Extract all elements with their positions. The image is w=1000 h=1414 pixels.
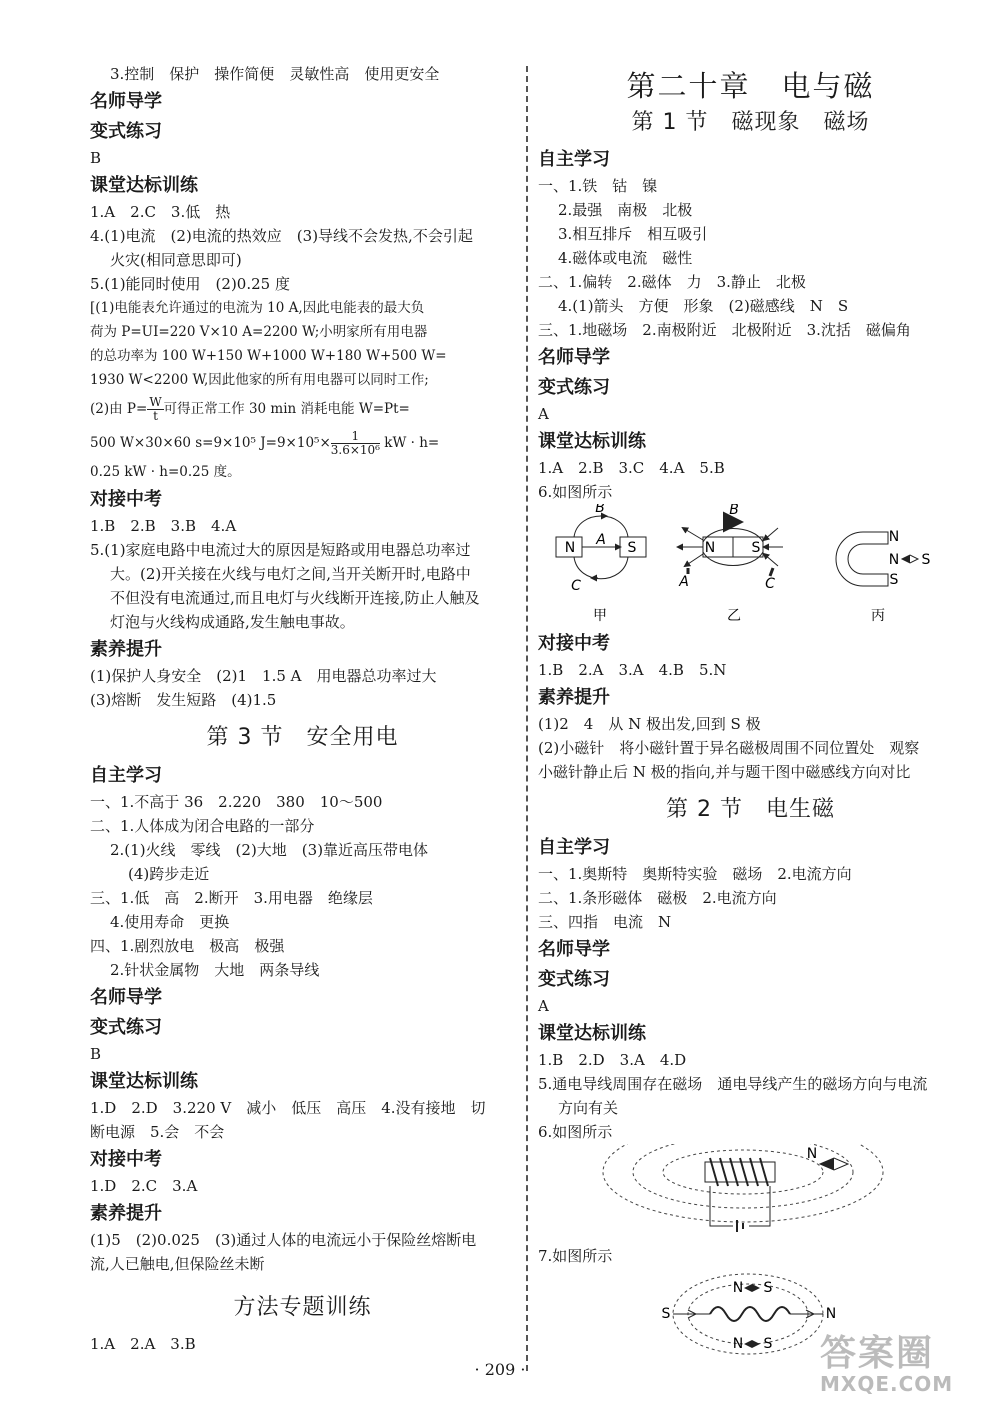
needle-label-s: S bbox=[763, 1336, 773, 1352]
answer-line: 一、1.不高于 36 2.220 380 10～500 bbox=[90, 793, 383, 811]
figure-bing bbox=[836, 529, 931, 624]
fraction-numerator: 1 bbox=[331, 430, 380, 444]
magnetic-field-figure bbox=[538, 504, 963, 628]
answer-line: 3.控制 保护 操作简便 灵敏性高 使用更安全 bbox=[110, 65, 440, 83]
explanation-line: 0.25 kW · h=0.25 度。 bbox=[90, 464, 241, 480]
answer-line: 2.针状金属物 大地 两条导线 bbox=[110, 961, 320, 979]
formula-text: (2)由 P= bbox=[90, 401, 148, 417]
answer-line: 1.A 2.A 3.B bbox=[90, 1335, 196, 1353]
chapter-title: 第二十章 电与磁 bbox=[626, 69, 875, 103]
answer-line: 6.如图所示 bbox=[538, 483, 613, 501]
answer-line: A bbox=[538, 997, 549, 1015]
pole-label-n: N bbox=[888, 529, 900, 545]
answer-line: 4.磁体或电流 磁性 bbox=[558, 249, 693, 267]
column-divider bbox=[526, 66, 528, 1371]
answer-line: 二、1.人体成为闭合电路的一部分 bbox=[90, 817, 315, 835]
needle-label-s: S bbox=[763, 1280, 773, 1296]
heading-zizhu: 自主学习 bbox=[538, 149, 610, 170]
heading-bianshi: 变式练习 bbox=[538, 969, 610, 990]
pole-label-s: S bbox=[627, 540, 637, 556]
answer-line: 1.B 2.D 3.A 4.D bbox=[538, 1051, 687, 1069]
answer-line: 二、1.条形磁体 磁极 2.电流方向 bbox=[538, 889, 777, 907]
answer-line: 火灾(相同意思即可) bbox=[110, 251, 242, 269]
answer-line: 1.A 2.B 3.C 4.A 5.B bbox=[538, 459, 725, 477]
formula-text: kW · h= bbox=[384, 435, 440, 451]
heading-mingshi: 名师导学 bbox=[538, 939, 610, 960]
answer-line: 方向有关 bbox=[558, 1099, 619, 1117]
needle-label-n: N bbox=[732, 1280, 744, 1296]
heading-bianshi: 变式练习 bbox=[538, 377, 610, 398]
answer-line: 4.(1)箭头 方便 形象 (2)磁感线 N S bbox=[558, 297, 849, 315]
answer-line: 断电源 5.会 不会 bbox=[90, 1123, 225, 1141]
formula-text: 500 W×30×60 s=9×10⁵ J=9×10⁵× bbox=[90, 435, 331, 451]
pole-label-n: N bbox=[704, 540, 716, 556]
answer-line: 1.A 2.C 3.低 热 bbox=[90, 203, 231, 221]
answer-line: 流,人已触电,但保险丝未断 bbox=[90, 1255, 265, 1273]
heading-ketang: 课堂达标训练 bbox=[90, 175, 198, 196]
answer-line: 三、1.低 高 2.断开 3.用电器 绝缘层 bbox=[90, 889, 373, 907]
heading-ketang: 课堂达标训练 bbox=[90, 1071, 198, 1092]
heading-bianshi: 变式练习 bbox=[90, 121, 162, 142]
pole-label-s: S bbox=[661, 1306, 671, 1322]
answer-line: 灯泡与火线构成通路,发生触电事故。 bbox=[110, 613, 355, 631]
needle-label-n: N bbox=[888, 552, 900, 568]
section-title: 第 1 节 磁现象 磁场 bbox=[631, 110, 870, 135]
explanation-line bbox=[90, 426, 515, 460]
answer-line: (2)小磁针 将小磁针置于异名磁极周围不同位置处 观察 bbox=[538, 739, 920, 757]
point-label: B bbox=[729, 504, 739, 518]
solenoid-figure bbox=[538, 1144, 963, 1244]
heading-zizhu: 自主学习 bbox=[538, 837, 610, 858]
figure-caption: 乙 bbox=[727, 608, 741, 624]
answer-line: A bbox=[538, 405, 549, 423]
answer-line: 不但没有电流通过,而且电灯与火线断开连接,防止人触及 bbox=[110, 589, 480, 607]
answer-line: (1)5 (2)0.025 (3)通过人体的电流远小于保险丝熔断电 bbox=[90, 1231, 477, 1249]
answer-line: 1.D 2.D 3.220 V 减小 低压 高压 4.没有接地 切 bbox=[90, 1099, 486, 1117]
circuit-wire bbox=[710, 1186, 770, 1226]
answer-line: 7.如图所示 bbox=[538, 1247, 613, 1265]
section-title: 第 3 节 安全用电 bbox=[206, 725, 399, 750]
answer-line: 3.相互排斥 相互吸引 bbox=[558, 225, 708, 243]
answer-line: 1.D 2.C 3.A bbox=[90, 1177, 198, 1195]
pole-label-n: N bbox=[825, 1306, 837, 1322]
heading-duijie: 对接中考 bbox=[90, 1149, 162, 1170]
watermark-url: MXQE.COM bbox=[820, 1372, 954, 1396]
solenoid-svg bbox=[538, 1144, 963, 1240]
answer-line: (1)2 4 从 N 极出发,回到 S 极 bbox=[538, 715, 761, 733]
answer-line: B bbox=[90, 1045, 102, 1063]
answer-line: 三、四指 电流 N bbox=[538, 913, 672, 931]
answer-line: (4)跨步走近 bbox=[128, 865, 210, 883]
point-label: A bbox=[679, 574, 689, 590]
figure-jia bbox=[556, 504, 646, 624]
heading-zizhu: 自主学习 bbox=[90, 765, 162, 786]
figure-yi bbox=[678, 504, 783, 624]
heading-duijie: 对接中考 bbox=[538, 633, 610, 654]
fraction-denominator: t bbox=[153, 409, 158, 423]
watermark bbox=[820, 1325, 953, 1396]
explanation-line: 的总功率为 100 W+150 W+1000 W+180 W+500 W= bbox=[90, 348, 447, 364]
magnetic-field-svg bbox=[538, 504, 963, 624]
heading-mingshi: 名师导学 bbox=[538, 347, 610, 368]
heading-bianshi: 变式练习 bbox=[90, 1017, 162, 1038]
answer-line: 一、1.铁 钴 镍 bbox=[538, 177, 658, 195]
answer-line: 2.(1)火线 零线 (2)大地 (3)靠近高压带电体 bbox=[110, 841, 429, 859]
answer-line: 5.(1)家庭电路中电流过大的原因是短路或用电器总功率过 bbox=[90, 541, 471, 559]
compass-needle-icon bbox=[744, 1284, 760, 1292]
explanation-line: [(1)电能表允许通过的电流为 10 A,因此电能表的最大负 bbox=[90, 300, 425, 316]
compass-needle-icon bbox=[744, 1340, 760, 1348]
fraction-denominator: 3.6×10⁶ bbox=[330, 443, 380, 457]
explanation-line: 1930 W<2200 W,因此他家的所有用电器可以同时工作; bbox=[90, 372, 429, 388]
point-label: B bbox=[595, 504, 605, 516]
figure-caption: 丙 bbox=[871, 608, 885, 624]
fraction-numerator: W bbox=[149, 395, 162, 409]
page-number: · 209 · bbox=[474, 1360, 526, 1379]
section-title: 方法专题训练 bbox=[233, 1295, 372, 1320]
needle-label-s: S bbox=[921, 552, 931, 568]
heading-mingshi: 名师导学 bbox=[90, 91, 162, 112]
answer-line: 4.使用寿命 更换 bbox=[110, 913, 230, 931]
fraction bbox=[331, 430, 380, 457]
heading-suyang: 素养提升 bbox=[90, 1203, 162, 1224]
answer-line: (3)熔断 发生短路 (4)1.5 bbox=[90, 691, 277, 709]
point-label: C bbox=[765, 576, 775, 592]
needle-label-n: N bbox=[806, 1146, 818, 1162]
answer-line: 2.最强 南极 北极 bbox=[558, 201, 693, 219]
section-title: 第 2 节 电生磁 bbox=[666, 797, 835, 822]
answer-line: (1)保护人身安全 (2)1 1.5 A 用电器总功率过大 bbox=[90, 667, 437, 685]
pole-label-n: N bbox=[564, 540, 576, 556]
point-label: C bbox=[571, 578, 581, 594]
heading-suyang: 素养提升 bbox=[90, 639, 162, 660]
heading-suyang: 素养提升 bbox=[538, 687, 610, 708]
heading-ketang: 课堂达标训练 bbox=[538, 1023, 646, 1044]
answer-line: 5.(1)能同时使用 (2)0.25 度 bbox=[90, 275, 290, 293]
needle-label-n: N bbox=[732, 1336, 744, 1352]
figure-caption: 甲 bbox=[593, 608, 607, 624]
answer-line: 四、1.剧烈放电 极高 极强 bbox=[90, 937, 285, 955]
answer-line: B bbox=[90, 149, 102, 167]
heading-mingshi: 名师导学 bbox=[90, 987, 162, 1008]
answer-line: 一、1.奥斯特 奥斯特实验 磁场 2.电流方向 bbox=[538, 865, 852, 883]
pole-label-s: S bbox=[751, 540, 761, 556]
fraction bbox=[147, 396, 163, 423]
answer-line: 小磁针静止后 N 极的指向,并与题干图中磁感线方向对比 bbox=[538, 763, 911, 781]
answer-line: 1.B 2.B 3.B 4.A bbox=[90, 517, 237, 535]
watermark-text: 答案圈 bbox=[820, 1333, 935, 1374]
explanation-line bbox=[90, 392, 515, 426]
answer-line: 三、1.地磁场 2.南极附近 北极附近 3.沈括 磁偏角 bbox=[538, 321, 911, 339]
answer-line: 二、1.偏转 2.磁体 力 3.静止 北极 bbox=[538, 273, 806, 291]
answer-line: 大。(2)开关接在火线与电灯之间,当开关断开时,电路中 bbox=[110, 565, 471, 583]
right-column bbox=[538, 62, 963, 1362]
left-column bbox=[90, 62, 515, 1356]
point-label: A bbox=[596, 532, 606, 548]
explanation-line: 荷为 P=UI=220 V×10 A=2200 W;小明家所有用电器 bbox=[90, 324, 428, 340]
formula-text: 可得正常工作 30 min 消耗电能 W=Pt= bbox=[163, 401, 410, 417]
pole-label-s: S bbox=[889, 572, 899, 588]
heading-ketang: 课堂达标训练 bbox=[538, 431, 646, 452]
heading-duijie: 对接中考 bbox=[90, 489, 162, 510]
answer-line: 6.如图所示 bbox=[538, 1123, 613, 1141]
answer-line: 5.通电导线周围存在磁场 通电导线产生的磁场方向与电流 bbox=[538, 1075, 928, 1093]
solenoid-coil bbox=[710, 1307, 790, 1321]
answer-line: 1.B 2.A 3.A 4.B 5.N bbox=[538, 661, 727, 679]
answer-line: 4.(1)电流 (2)电流的热效应 (3)导线不会发热,不会引起 bbox=[90, 227, 473, 245]
